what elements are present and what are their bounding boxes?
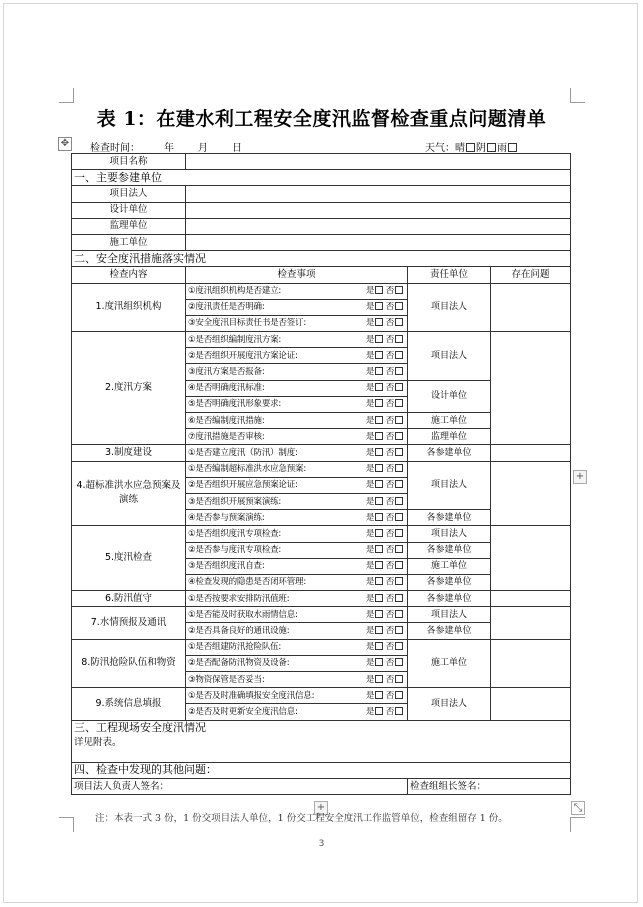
check-item-text: ④是否明确度汛标准:: [188, 383, 265, 394]
yes-label: 是: [365, 658, 375, 669]
yes-checkbox[interactable]: [375, 286, 383, 294]
no-checkbox[interactable]: [395, 335, 403, 343]
check-item: [186, 283, 408, 299]
yes-no-options: [366, 575, 405, 589]
row-section-2: [72, 251, 571, 267]
check-item: [186, 348, 408, 364]
yes-label: 是: [365, 528, 375, 539]
weather-overcast: 阴: [476, 143, 486, 154]
no-label: 否: [385, 642, 394, 653]
responsible-unit: 项目法人: [408, 607, 491, 623]
check-category: 9.系统信息填报: [72, 688, 186, 720]
yes-label: 是: [365, 642, 375, 653]
no-checkbox[interactable]: [395, 351, 403, 359]
responsible-unit: 各参建单位: [408, 623, 491, 639]
yes-label: 是: [365, 593, 375, 604]
yes-label: 是: [365, 334, 375, 345]
check-item-text: ①是否组织编制度汛方案:: [188, 334, 282, 345]
check-item-text: ②是否具备良好的通讯设施:: [188, 626, 290, 637]
responsible-unit: 各参建单位: [408, 542, 491, 558]
inspection-table: [71, 153, 571, 795]
yes-label: 是: [365, 674, 375, 685]
project-name-label: 项目名称: [72, 154, 186, 170]
yes-no-options: [366, 640, 405, 654]
row-section-3-body: [72, 736, 571, 763]
no-label: 否: [385, 577, 394, 588]
yes-no-options: [366, 333, 405, 347]
weather: [425, 139, 518, 154]
responsible-unit: 各参建单位: [408, 445, 491, 461]
yes-label: 是: [365, 286, 375, 297]
yes-label: 是: [365, 545, 375, 556]
row-headers: [72, 267, 571, 283]
section-heading-4: 四、检查中发现的其他问题：: [72, 762, 571, 778]
yes-label: 是: [365, 431, 375, 442]
responsible-unit: 项目法人: [408, 332, 491, 381]
yes-label: 是: [365, 367, 375, 378]
row-check-item: [72, 688, 571, 704]
yes-no-options: [366, 349, 405, 363]
row-section-1: [72, 170, 571, 186]
no-checkbox[interactable]: [395, 675, 403, 683]
responsible-unit: 设计单位: [408, 380, 491, 412]
yes-no-options: [366, 673, 405, 687]
existing-problems-cell[interactable]: [491, 332, 571, 445]
existing-problems-cell[interactable]: [491, 445, 571, 461]
no-label: 否: [385, 383, 394, 394]
day-label: 日: [232, 143, 242, 154]
row-check-item: [72, 445, 571, 461]
yes-no-options: [366, 365, 405, 379]
row-signatures: [72, 778, 571, 794]
yes-label: 是: [365, 415, 375, 426]
yes-checkbox[interactable]: [375, 351, 383, 359]
check-category: 3.制度建设: [72, 445, 186, 461]
margin-corner-bottom-left: [59, 817, 74, 832]
no-checkbox[interactable]: [395, 545, 403, 553]
check-item-text: ⑤是否明确度汛形象要求:: [188, 399, 282, 410]
no-checkbox[interactable]: [395, 416, 403, 424]
no-label: 否: [385, 464, 394, 475]
check-item-text: ②是否配备防汛物资及设备:: [188, 658, 290, 669]
check-category: 4.超标准洪水应急预案及演练: [72, 461, 186, 526]
yes-label: 是: [365, 561, 375, 572]
check-item-text: ⑥是否编制度汛措施:: [188, 415, 265, 426]
row-unit: [72, 202, 571, 218]
row-section-4: [72, 762, 571, 778]
no-label: 否: [385, 318, 394, 329]
yes-label: 是: [365, 626, 375, 637]
weather-label: 天气：晴: [425, 143, 465, 154]
yes-label: 是: [365, 706, 375, 717]
yes-checkbox[interactable]: [375, 318, 383, 326]
no-checkbox[interactable]: [395, 432, 403, 440]
no-checkbox[interactable]: [395, 286, 403, 294]
check-item: [186, 655, 408, 671]
yes-label: 是: [365, 480, 375, 491]
check-item-text: ④检查发现的隐患是否闭环管理:: [188, 577, 306, 588]
no-label: 否: [385, 545, 394, 556]
unit-value[interactable]: [186, 186, 571, 202]
margin-corner-top-left: [59, 88, 74, 103]
column-header: 存在问题: [491, 267, 571, 283]
no-checkbox[interactable]: [395, 642, 403, 650]
yes-no-options: [366, 511, 405, 525]
document-title: 表 1：在建水利工程安全度汛监督检查重点问题清单: [96, 108, 547, 130]
no-checkbox[interactable]: [395, 464, 403, 472]
yes-checkbox[interactable]: [375, 707, 383, 715]
check-item-text: ⑦度汛措施是否审核:: [188, 431, 265, 442]
yes-checkbox[interactable]: [375, 513, 383, 521]
yes-no-options: [366, 689, 405, 703]
row-check-item: [72, 332, 571, 348]
responsible-unit: 项目法人: [408, 461, 491, 510]
project-name-value[interactable]: [186, 154, 571, 170]
no-checkbox[interactable]: [395, 383, 403, 391]
yes-label: 是: [365, 383, 375, 394]
yes-no-options: [366, 316, 405, 330]
check-item: [186, 639, 408, 655]
check-item-text: ②是否及时更新安全度汛信息:: [188, 706, 298, 717]
yes-label: 是: [365, 512, 375, 523]
responsible-unit: 施工单位: [408, 558, 491, 574]
row-check-item: [72, 639, 571, 655]
margin-corner-bottom-right: [570, 817, 585, 832]
unit-label: 监理单位: [72, 218, 186, 234]
yes-checkbox[interactable]: [375, 610, 383, 618]
yes-checkbox[interactable]: [375, 529, 383, 537]
check-item-text: ②是否参与度汛专项检查:: [188, 545, 282, 556]
row-check-item: [72, 591, 571, 607]
row-check-item: [72, 607, 571, 623]
responsible-unit: 项目法人: [408, 283, 491, 332]
yes-no-options: [366, 462, 405, 476]
yes-checkbox[interactable]: [375, 577, 383, 585]
check-item-text: ②度汛责任是否明确:: [188, 302, 265, 313]
table-move-handle-icon[interactable]: ✥: [58, 137, 72, 151]
existing-problems-cell[interactable]: [491, 461, 571, 526]
unit-value[interactable]: [186, 234, 571, 250]
yes-no-options: [366, 284, 405, 298]
check-item: [186, 526, 408, 542]
no-label: 否: [385, 447, 394, 458]
responsible-unit: 各参建单位: [408, 574, 491, 590]
no-label: 否: [385, 431, 394, 442]
yes-checkbox[interactable]: [375, 416, 383, 424]
existing-problems-cell[interactable]: [491, 591, 571, 607]
row-unit: [72, 234, 571, 250]
check-item: [186, 477, 408, 493]
row-section-3: [72, 720, 571, 736]
unit-label: 设计单位: [72, 202, 186, 218]
no-label: 否: [385, 350, 394, 361]
check-category: 6.防汛值守: [72, 591, 186, 607]
no-checkbox[interactable]: [395, 318, 403, 326]
check-item: [186, 688, 408, 704]
row-check-item: [72, 461, 571, 477]
team-leader-signature[interactable]: 检查组组长签名：: [408, 778, 571, 794]
no-checkbox[interactable]: [395, 577, 403, 585]
check-item: [186, 591, 408, 607]
no-checkbox[interactable]: [395, 610, 403, 618]
check-item-text: ③度汛方案是否报备:: [188, 367, 265, 378]
no-checkbox[interactable]: [395, 691, 403, 699]
check-category: 1.度汛组织机构: [72, 283, 186, 332]
yes-no-options: [366, 446, 405, 460]
yes-checkbox[interactable]: [375, 691, 383, 699]
no-label: 否: [385, 302, 394, 313]
check-item-text: ①是否能及时获取水雨情信息:: [188, 609, 298, 620]
weather-rain: 雨: [497, 143, 507, 154]
yes-no-options: [366, 705, 405, 719]
yes-checkbox[interactable]: [375, 302, 383, 310]
yes-checkbox[interactable]: [375, 545, 383, 553]
check-item-text: ①是否组织度汛专项检查:: [188, 528, 282, 539]
yes-no-options: [366, 592, 405, 606]
no-checkbox[interactable]: [395, 513, 403, 521]
check-item: [186, 445, 408, 461]
yes-checkbox[interactable]: [375, 399, 383, 407]
no-label: 否: [385, 674, 394, 685]
yes-checkbox[interactable]: [375, 594, 383, 602]
section-heading-2: 二、安全度汛措施落实情况: [72, 251, 571, 267]
yes-checkbox[interactable]: [375, 626, 383, 634]
check-item-text: ①是否编制超标准洪水应急预案:: [188, 464, 306, 475]
yes-checkbox[interactable]: [375, 658, 383, 666]
check-item-text: ②是否组织开展度汛方案论证:: [188, 350, 298, 361]
no-label: 否: [385, 415, 394, 426]
column-header: 检查事项: [186, 267, 408, 283]
yes-no-options: [366, 414, 405, 428]
no-label: 否: [385, 593, 394, 604]
responsible-unit: 施工单位: [408, 413, 491, 429]
no-checkbox[interactable]: [395, 448, 403, 456]
column-header: 责任单位: [408, 267, 491, 283]
yes-checkbox[interactable]: [375, 432, 383, 440]
row-check-item: [72, 283, 571, 299]
yes-checkbox[interactable]: [375, 335, 383, 343]
check-item-text: ③是否组织度汛自查:: [188, 561, 265, 572]
checkbox-sunny[interactable]: [466, 143, 475, 152]
check-item-text: ②是否组织开展应急预案论证:: [188, 480, 298, 491]
no-checkbox[interactable]: [395, 302, 403, 310]
check-item: [186, 396, 408, 412]
no-label: 否: [385, 286, 394, 297]
check-item: [186, 574, 408, 590]
yes-label: 是: [365, 399, 375, 410]
yes-label: 是: [365, 350, 375, 361]
page-number: 3: [318, 839, 325, 849]
yes-no-options: [366, 608, 405, 622]
check-item-text: ①是否及时准确填报安全度汛信息:: [188, 690, 315, 701]
check-item-text: ③安全度汛目标责任书是否签订:: [188, 318, 306, 329]
check-item: [186, 623, 408, 639]
no-label: 否: [385, 561, 394, 572]
no-label: 否: [385, 609, 394, 620]
no-checkbox[interactable]: [395, 658, 403, 666]
check-item: [186, 542, 408, 558]
responsible-unit: 监理单位: [408, 429, 491, 445]
yes-no-options: [366, 300, 405, 314]
yes-label: 是: [365, 690, 375, 701]
section-3-body[interactable]: 详见附表。: [72, 736, 571, 763]
no-label: 否: [385, 496, 394, 507]
add-row-icon[interactable]: +: [314, 801, 328, 815]
check-item: [186, 510, 408, 526]
no-label: 否: [385, 367, 394, 378]
existing-problems-cell[interactable]: [491, 607, 571, 639]
yes-no-options: [366, 397, 405, 411]
existing-problems-cell[interactable]: [491, 526, 571, 591]
yes-checkbox[interactable]: [375, 480, 383, 488]
check-item: [186, 461, 408, 477]
no-label: 否: [385, 334, 394, 345]
existing-problems-cell[interactable]: [491, 283, 571, 332]
no-label: 否: [385, 626, 394, 637]
yes-checkbox[interactable]: [375, 464, 383, 472]
check-category: 7.水情预报及通讯: [72, 607, 186, 639]
checkbox-overcast[interactable]: [487, 143, 496, 152]
yes-label: 是: [365, 609, 375, 620]
check-item: [186, 315, 408, 331]
yes-checkbox[interactable]: [375, 642, 383, 650]
no-checkbox[interactable]: [395, 480, 403, 488]
unit-label: 施工单位: [72, 234, 186, 250]
yes-no-options: [366, 527, 405, 541]
check-item: [186, 672, 408, 688]
unit-value[interactable]: [186, 218, 571, 234]
row-project-name: [72, 154, 571, 170]
unit-label: 项目法人: [72, 186, 186, 202]
footnote: 注：本表一式 3 份，1 份交项目法人单位，1 份交工程安全度汛工作监管单位，检查组留存 1 份。: [95, 813, 508, 824]
table-resize-icon[interactable]: ⤡: [571, 801, 585, 815]
year-label: 年: [164, 143, 174, 154]
check-item-text: ④是否参与预案演练:: [188, 512, 265, 523]
no-label: 否: [385, 512, 394, 523]
no-label: 否: [385, 480, 394, 491]
inspection-time: [90, 139, 266, 154]
check-item-text: ③是否组织开展预案演练:: [188, 496, 282, 507]
responsible-unit: 各参建单位: [408, 510, 491, 526]
checkbox-rain[interactable]: [508, 143, 517, 152]
yes-label: 是: [365, 447, 375, 458]
check-item: [186, 413, 408, 429]
yes-label: 是: [365, 577, 375, 588]
responsible-unit: 各参建单位: [408, 591, 491, 607]
check-item-text: ①是否按要求安排防汛值班:: [188, 593, 290, 604]
time-label: 检查时间：: [90, 143, 140, 154]
row-check-item: [72, 526, 571, 542]
legal-person-signature[interactable]: 项目法人负责人签名：: [72, 778, 408, 794]
yes-no-options: [366, 624, 405, 638]
check-item: [186, 380, 408, 396]
yes-label: 是: [365, 496, 375, 507]
unit-value[interactable]: [186, 202, 571, 218]
row-unit: [72, 186, 571, 202]
section-heading-3: 三、工程现场安全度汛情况: [72, 720, 571, 736]
no-checkbox[interactable]: [395, 626, 403, 634]
row-unit: [72, 218, 571, 234]
check-item: [186, 429, 408, 445]
yes-no-options: [366, 430, 405, 444]
check-item: [186, 558, 408, 574]
check-item: [186, 493, 408, 509]
no-label: 否: [385, 706, 394, 717]
no-checkbox[interactable]: [395, 529, 403, 537]
no-label: 否: [385, 528, 394, 539]
check-category: 2.度汛方案: [72, 332, 186, 445]
yes-label: 是: [365, 302, 375, 313]
check-item: [186, 607, 408, 623]
yes-no-options: [366, 478, 405, 492]
check-item: [186, 364, 408, 380]
check-category: 8.防汛抢险队伍和物资: [72, 639, 186, 688]
month-label: 月: [198, 143, 208, 154]
check-item-text: ①度汛组织机构是否建立:: [188, 286, 282, 297]
yes-checkbox[interactable]: [375, 675, 383, 683]
no-checkbox[interactable]: [395, 497, 403, 505]
check-item-text: ①是否建立度汛（防汛）制度:: [188, 447, 298, 458]
check-category: 5.度汛检查: [72, 526, 186, 591]
no-checkbox[interactable]: [395, 707, 403, 715]
check-item: [186, 299, 408, 315]
yes-no-options: [366, 543, 405, 557]
no-checkbox[interactable]: [395, 561, 403, 569]
existing-problems-cell[interactable]: [491, 639, 571, 688]
check-item-text: ①是否组建防汛抢险队伍:: [188, 642, 282, 653]
no-checkbox[interactable]: [395, 367, 403, 375]
yes-checkbox[interactable]: [375, 497, 383, 505]
no-label: 否: [385, 658, 394, 669]
check-item-text: ③物资保管是否妥当:: [188, 674, 265, 685]
responsible-unit: 项目法人: [408, 526, 491, 542]
column-header: 检查内容: [72, 267, 186, 283]
yes-no-options: [366, 381, 405, 395]
yes-no-options: [366, 559, 405, 573]
yes-checkbox[interactable]: [375, 367, 383, 375]
yes-label: 是: [365, 464, 375, 475]
margin-corner-top-right: [570, 88, 585, 103]
yes-checkbox[interactable]: [375, 383, 383, 391]
section-heading-1: 一、主要参建单位: [72, 170, 571, 186]
yes-no-options: [366, 495, 405, 509]
no-label: 否: [385, 690, 394, 701]
responsible-unit: 项目法人: [408, 688, 491, 720]
yes-no-options: [366, 656, 405, 670]
existing-problems-cell[interactable]: [491, 688, 571, 720]
responsible-unit: 施工单位: [408, 639, 491, 688]
yes-checkbox[interactable]: [375, 448, 383, 456]
no-checkbox[interactable]: [395, 399, 403, 407]
no-label: 否: [385, 399, 394, 410]
yes-label: 是: [365, 318, 375, 329]
check-item: [186, 704, 408, 720]
no-checkbox[interactable]: [395, 594, 403, 602]
check-item: [186, 332, 408, 348]
yes-checkbox[interactable]: [375, 561, 383, 569]
add-column-icon[interactable]: +: [573, 470, 587, 484]
